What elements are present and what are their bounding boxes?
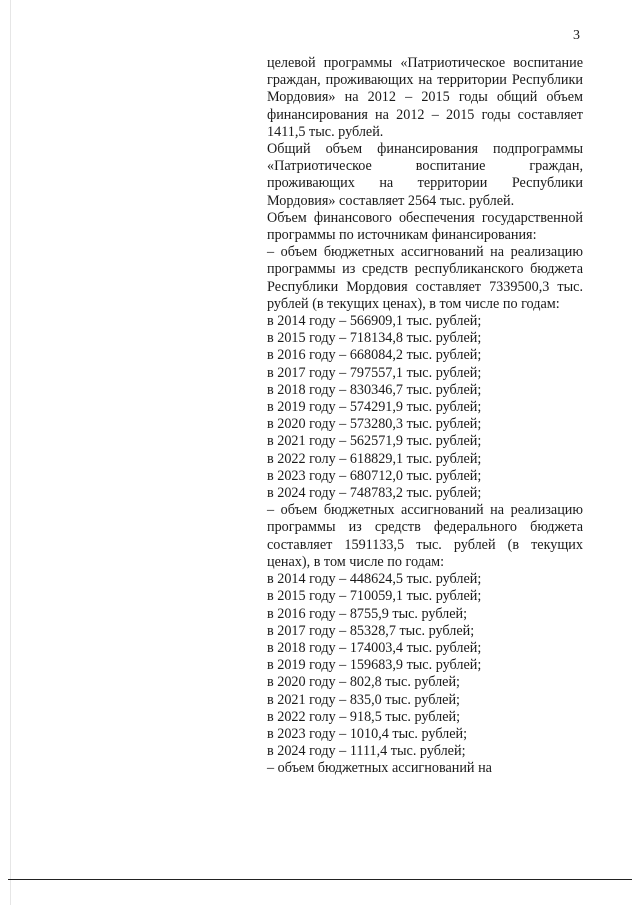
page-bottom-border (8, 879, 632, 880)
list-item: в 2019 году – 574291,9 тыс. рублей; (267, 399, 482, 416)
list-item: в 2016 году – 668084,2 тыс. рублей; (267, 347, 482, 364)
paragraph-federal-budget: – объем бюджетных ассигнований на реализацию программы из средств федерального бюджета составляет 1591133,5 тыс. рублей (в текущих ценах), в том числе по годам: (267, 502, 583, 570)
list-item: в 2023 году – 1010,4 тыс. рублей; (267, 725, 468, 742)
paragraph-subprogram-funding: Общий объем финансирования подпрограммы «Патриотическое воспитание граждан, проживающих на территории Республики Мордовия» составляет 2564 тыс. рублей. (267, 141, 583, 209)
paragraph-program-funding-2012-2015: целевой программы «Патриотическое воспитание граждан, проживающих на территории Республики Мордовия» на 2012 – 2015 годы общий объем финансирования на 2012 – 2015 годы составляет 1411,5 тыс. рублей. (267, 55, 583, 140)
list-item: в 2017 году – 85328,7 тыс. рублей; (267, 622, 475, 639)
list-item: в 2017 году – 797557,1 тыс. рублей; (267, 364, 482, 381)
list-item: в 2015 году – 718134,8 тыс. рублей; (267, 330, 482, 347)
paragraph-funding-sources: Объем финансового обеспечения государственной программы по источникам финансирования: (267, 209, 583, 244)
paragraph-budget-continued: – объем бюджетных ассигнований на (267, 760, 492, 777)
republican-years-list (267, 313, 583, 502)
list-item: в 2014 году – 566909,1 тыс. рублей; (267, 313, 482, 330)
list-item: в 2022 голу – 618829,1 тыс. рублей; (267, 450, 482, 467)
list-item: в 2014 году – 448624,5 тыс. рублей; (267, 571, 482, 588)
list-item: в 2023 году – 680712,0 тыс. рублей; (267, 467, 482, 484)
scan-edge-line (10, 0, 11, 905)
list-item: в 2016 году – 8755,9 тыс. рублей; (267, 605, 468, 622)
list-item: в 2021 году – 835,0 тыс. рублей; (267, 691, 460, 708)
page-number: 3 (573, 28, 580, 43)
list-item: в 2020 году – 573280,3 тыс. рублей; (267, 416, 482, 433)
list-item: в 2021 году – 562571,9 тыс. рублей; (267, 433, 482, 450)
document-body (267, 55, 583, 778)
list-item: в 2018 году – 830346,7 тыс. рублей; (267, 381, 482, 398)
paragraph-republican-budget: – объем бюджетных ассигнований на реализацию программы из средств республиканского бюджета Республики Мордовия составляет 7339500,3 тыс. рублей (в текущих ценах), в том числе по годам: (267, 244, 583, 312)
federal-years-list (267, 571, 583, 760)
list-item: в 2024 году – 1111,4 тыс. рублей; (267, 743, 466, 760)
list-item: в 2022 голу – 918,5 тыс. рублей; (267, 708, 461, 725)
list-item: в 2018 году – 174003,4 тыс. рублей; (267, 639, 482, 656)
list-item: в 2019 году – 159683,9 тыс. рублей; (267, 657, 482, 674)
list-item: в 2024 году – 748783,2 тыс. рублей; (267, 485, 482, 502)
list-item: в 2020 году – 802,8 тыс. рублей; (267, 674, 460, 691)
list-item: в 2015 году – 710059,1 тыс. рублей; (267, 588, 482, 605)
